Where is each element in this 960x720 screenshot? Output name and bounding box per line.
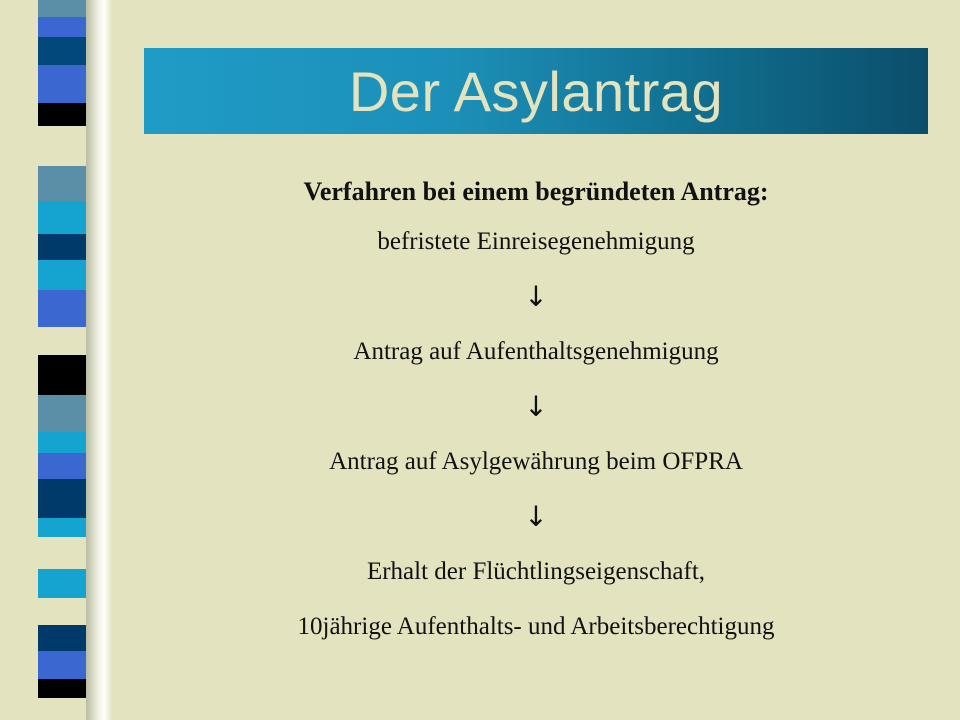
- stripe-block: [38, 327, 86, 355]
- stripe-block: [38, 355, 86, 394]
- stripe-block: [38, 625, 86, 651]
- stripe-block: [38, 103, 86, 126]
- slide-heading: Verfahren bei einem begründeten Antrag:: [303, 177, 769, 206]
- stripe-block: [38, 201, 86, 234]
- down-arrow-icon: ↓: [524, 280, 548, 313]
- stripe-block: [38, 0, 86, 17]
- stripe-block: [38, 234, 86, 260]
- down-arrow-icon: ↓: [524, 500, 548, 533]
- stripe-block: [38, 260, 86, 290]
- stripe-block: [38, 518, 86, 537]
- down-arrow-icon: ↓: [524, 390, 548, 423]
- step-2: Antrag auf Aufenthaltsgenehmigung: [353, 338, 719, 365]
- stripe-block: [38, 479, 86, 518]
- stripe-shadow: [86, 0, 112, 720]
- stripe-block: [38, 537, 86, 569]
- decorative-stripe-column: [0, 0, 112, 720]
- stripe-block: [38, 166, 86, 202]
- final-line: 10jährige Aufenthalts- und Arbeitsberechtigung: [297, 613, 775, 640]
- title-banner: [144, 48, 928, 134]
- step-4: Erhalt der Flüchtlingseigenschaft,: [366, 558, 706, 585]
- stripe-block: [38, 65, 86, 102]
- stripe-block: [38, 651, 86, 679]
- stripe-block: [38, 432, 86, 453]
- stripe-block: [38, 569, 86, 599]
- decorative-stripe-bar: [38, 0, 86, 720]
- stripe-block: [38, 679, 86, 698]
- slide-content: [144, 170, 928, 654]
- stripe-block: [38, 126, 86, 165]
- step-3: Antrag auf Asylgewährung beim OFPRA: [329, 448, 743, 475]
- stripe-block: [38, 598, 86, 624]
- stripe-block: [38, 395, 86, 432]
- stripe-block: [38, 698, 86, 720]
- stripe-block: [38, 290, 86, 327]
- slide-title: Der Asylantrag: [348, 59, 724, 123]
- step-1: befristete Einreisegenehmigung: [377, 228, 695, 255]
- stripe-block: [38, 17, 86, 38]
- stripe-block: [38, 453, 86, 479]
- stripe-block: [38, 37, 86, 65]
